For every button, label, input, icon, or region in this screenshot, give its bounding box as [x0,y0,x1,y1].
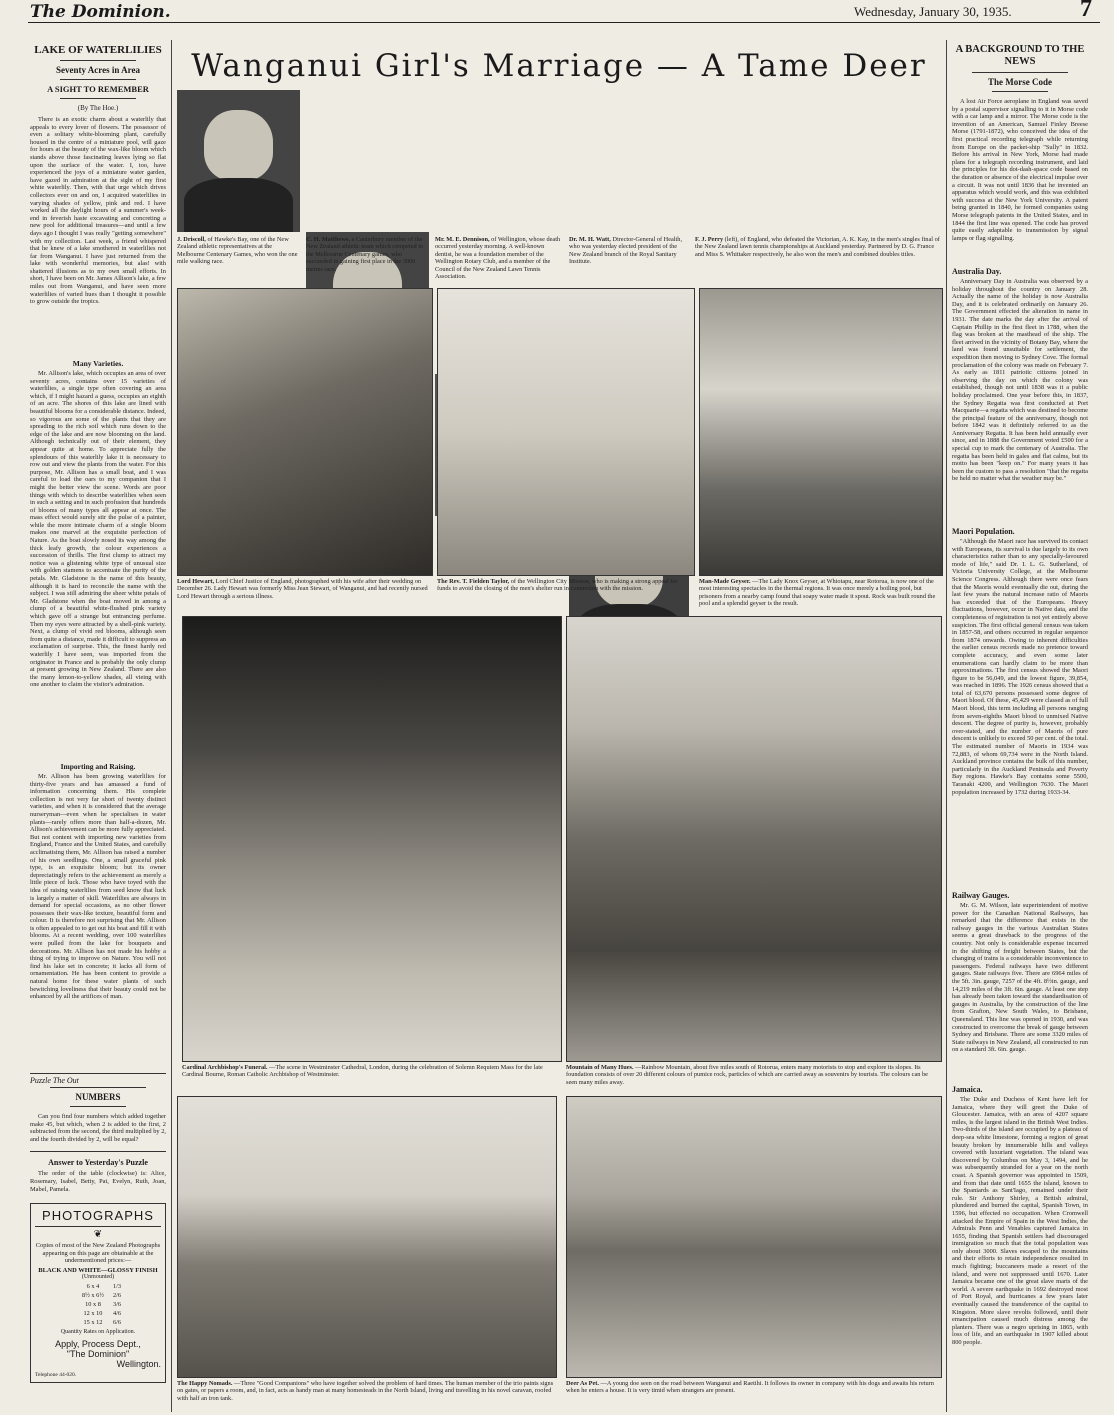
geyser-caption [699,578,941,610]
caption-text: —The scene in Westminster Cathedral, London, during the celebration of Solemn Requiem Mass for the late Cardinal Bourne, Roman Catholic Archbishop of Westminster. [182,1064,543,1079]
puzzle-kicker: Puzzle The Out [30,1076,79,1085]
print-price: 3/6 [113,1300,122,1308]
portrait-caption [435,236,563,282]
morse-text [952,98,1088,264]
print-price: 2/6 [113,1291,122,1299]
divider [70,1106,126,1107]
paragraph: The order of the table (clockwise) is: Alice, Rosemary, Isabel, Betty, Pat, Evelyn, Ruth, Joan, Mabel, Pamela. [30,1170,166,1193]
maori-text [952,538,1088,888]
funeral-caption [182,1064,560,1086]
page-headline: Wanganui Girl's Marriage — A Tame Deer [191,48,927,84]
print-size: 10 x 8 [85,1300,101,1308]
maori-heading: Maori Population. [952,527,1015,536]
australia-heading: Australia Day. [952,267,1002,276]
cardinal-funeral-photo [182,616,562,1062]
australia-text [952,278,1088,524]
divider [60,60,136,61]
right-column-rule [946,40,947,1412]
background-title: A BACKGROUND TO THE NEWS [955,44,1085,67]
caption-text: Lord Chief Justice of England, photographed with his wife after their wedding on December 26. Lady Hewart was formerly Miss Jean Stewart, of Wanganui, and had recently nursed Lord Hewart through a serious illness. [177,578,428,600]
puzzle-text [30,1113,166,1145]
article-subtitle: Seventy Acres in Area [56,65,140,75]
portrait-face [204,110,273,181]
price-row [74,1291,122,1300]
answer-title: Answer to Yesterday's Puzzle [48,1158,148,1168]
portrait-body [184,178,292,232]
caption-name: J. Driscoll, [177,236,206,243]
caption-text: Director-General of Health, who was yesterday elected president of the New Zealand branch of the Royal Sanitary Institute. [569,236,683,266]
portrait-photo [177,90,300,232]
price-row [74,1318,122,1327]
divider [60,79,136,80]
hewart-wedding-photo [177,288,433,576]
caption-text: —A young doe seen on the road between Wanganui and Raetihi. It follows its owner in company with his dogs and awaits his return when he enters a house. It is very timid when strangers are present. [566,1380,934,1395]
puzzle-title: NUMBERS [75,1092,121,1102]
article-body-1 [30,116,166,355]
article-body-2 [30,370,166,758]
paragraph: Mr. Allison has been growing waterlilies for thirty-five years and has amassed a fund of information concerning them. His complete collection is not very far short of twenty distinct varieties, and when it is considered that the average nurseryman—even when he specialises in water plants—rarely offers more than half-a-dozen, Mr. Allison's achievement can be more fully appreciated. But not content with importing new varieties from England, France and the United States, and carefully acclimatising them, Mr. Allison has raised a number of his own seedlings. One, a small graceful pink type, is an exquisite bloom; but its owner depreciatingly refers to the achievement as merely a little piece of luck. Those who have toyed with the idea of raising waterlilies from seed know that luck is largely a matter of skill. Waterlilies are always in demand for special occasions, as no other flower possesses their wax-like texture, beautiful form and colour. It is therefore not surprising that Mr. Allison is often appealed to to get out his boat and fill it with blooms. At a recent wedding, over 100 waterlilies were pulled from the lake for bouquets and decorations. Mr. Allison has not made his hobby a thing of trying to improve on Nature. You will not find his lake set in concrete; it lacks all form of ornamentation. He has been content to provide a natural home for these water plants of such bewitching loveliness that their beauty could not be enhanced by all the artifices of man. [30,773,166,1001]
caption-name: Mountain of Many Hues. [566,1064,634,1071]
price-row [74,1300,122,1309]
background-subtitle: The Morse Code [988,77,1052,87]
subheading-varieties: Many Varieties. [72,359,124,368]
taylor-caption [437,578,693,610]
caption-text: —Three "Good Companions" who have together solved the problem of hard times. The human member of the trio paints signs on gates, or papers a room, and, in fact, acts as handy man at many homesteads in the North Island, living and travelling in his novel caravan, roofed with half an iron tank. [177,1380,554,1402]
print-price: 1/3 [113,1282,122,1290]
masthead-paper-name: The Dominion. [30,2,171,22]
caption-text: —The Lady Knox Geyser, at Whiotapu, near Rotorua, is now one of the most interesting spectacles in the thermal regions. It was once merely a boiling pool, but prisoners from a nearby camp found that soapy water made it spout. Rock was built round the pool and a splendid geyser is the result. [699,578,936,608]
right-column [952,40,1088,1412]
caption-name: Dr. M. H. Watt, [569,236,611,243]
portrait-caption [569,236,689,282]
hewart-caption [177,578,431,610]
caption-text: (left), of England, who defeated the Victorian, A. K. Kay, in the men's singles final of the New Zealand lawn tennis championships at Auckland yesterday. Partnered by D. G. France and Miss S. Whittaker respectively, he also won the men's and combined doubles titles. [695,236,940,258]
paragraph: Can you find four numbers which added together make 45, but which, when 2 is added to the first, 2 subtracted from the second, the third multiplied by 2, and the fourth divided by 2, will be equal? [30,1113,166,1143]
portrait-caption [177,236,300,282]
article-title: LAKE OF WATERLILIES [34,44,162,56]
caption-text: of Wellington, whose death occurred yesterday morning. A well-known dentist, he was a foundation member of the Wellington Rotary Club, and a member of the Council of the New Zealand Lawn Tennis Association. [435,236,561,281]
paragraph: Mr. Allison's lake, which occupies an area of over seventy acres, contains over 15 varieties of waterlilies, a single type often covering an area which, if I might hazard a guess, occupies an eighth of an acre. The shores of this lake are lined with beautiful blooms for a considerable distance. Indeed, so vigorous are some of the plants that they are spreading to the rich soil which runs down to the edge of the lake and are now blooming on the land. Although technically out of their element, they appear quite at home. To appreciate fully the splendours of this waterlily lake it is necessary to row out and view the plants from the water. For this purpose, Mr. Allison has a small boat, and I was careful to load the oars to my companion that I might the better view the scene. Words are poor things with which to describe waterlilies when seen in such a setting and in such profusion that hundreds of blooms of many types all appear at once. The mass effect would surely stir the pulse of a painter, while the more intimate charm of a single bloom makes one marvel at the exquisite perfection of Nature. As the boat slowly nosed its way among the thick leafy growth, the colour experiences a succession of thrills. The first clump to attract my notice was a glistening white type of unusual size with golden stamens to accentuate the purity of the petals. Mr. Gladstone is the name of this beauty, although it is hard to reconcile the name with the subject. I was still admiring the sheer white petals of Mr. Gladstone when the boat moved in among a clump of a beautiful white-flushed pink variety which gave off a strange but entrancing perfume. Then my eyes were attracted by a shell-pink variety. Next, a clump of vivid red blooms, although seen from quite a distance, made it difficult to suppress an exclamation of surprise. This, the finest hardy red waterlily I have seen, was imported from the originator in France and is probably the only clump at present growing in New Zealand. There are also the many lemon-to-yellow shades, all vieing with one another to claim the visitor's admiration. [30,370,166,689]
advert-paper: "The Dominion" [66,1348,130,1359]
portrait-caption [306,236,429,282]
page-number: 7 [1080,0,1092,22]
caption-name: Man-Made Geyser. [699,578,751,585]
left-column-rule [171,40,172,1412]
advert-mounted: (Unmounted) [81,1273,115,1280]
advert-intro: Copies of most of the New Zealand Photographs appearing on this page are obtainable at the undermentioned prices:— [35,1242,161,1265]
advert-quantity: Quantity Rates on Application. [60,1328,136,1335]
caption-name: The Rev. T. Fielden Taylor, [437,578,510,585]
left-column [30,40,166,1412]
price-row [74,1282,122,1291]
caption-name: Cardinal Archbishop's Funeral. [182,1064,268,1071]
advert-telephone: Telephone 44-020. [35,1371,77,1378]
happy-nomads-photo [177,1096,557,1378]
paragraph: The Duke and Duchess of Kent have left for Jamaica, where they will greet the Duke of Gloucester. Jamaica, with an area of 4207 square miles, is the largest island in the British West Indies. Two-thirds of the island are occupied by a plateau of deep-sea white limestone, forming a region of great beauty broken by innumerable hills and valleys covered with luxuriant vegetation. The island was discovered by Columbus on May 3, 1494, and he was subsequently stranded for a year on the north coast. A Spanish governor was appointed in 1509, and from that date until 1655 the island, known to the Spaniards as Sant'Iago, remained under their rule. Sir Anthony Shirley, a British admiral, plundered and burned the capital, Spanish Town, in 1596, but effected no occupation. When Cromwell attacked the Empire of Spain in the West Indies, the Admirals Penn and Venables captured Jamaica in 1655, finding that Spanish settlers had discouraged immigration so much that the total population was only about 3000. Slaves escaped to the mountains and their efforts to retain independence resulted in much fighting; buccaneers made a resort of the island, and were not suppressed until 1670. Later Jamaica became one of the great slave marts of the world. A severe earthquake in 1692 destroyed most of Port Royal, and hurricanes a few years later eventually caused the transference of the capital to Kingston. More slave revolts followed, until their emancipation caused much distress among the planters. There was a negro uprising in 1865, with loss of life, and an earthquake in 1907 killed about 800 people. [952,1096,1088,1346]
caption-name: Lord Hewart, [177,578,215,585]
advert-title: PHOTOGRAPHS [35,1208,161,1227]
divider [992,91,1048,92]
jamaica-text [952,1096,1088,1414]
print-price: 4/6 [113,1309,122,1317]
masthead-date: Wednesday, January 30, 1935. [854,4,1012,19]
photographs-advert [30,1203,166,1383]
railway-heading: Railway Gauges. [952,891,1010,900]
divider [30,1151,166,1152]
paragraph: "Although the Maori race has survived its contact with Europeans, its survival is due largely to its own characteristics rather than to any specially-favoured mode of life," said Dr. I. L. G. Sutherland, of Victoria University College, at the Melbourne Science Congress. Although there were once fears that the Maoris would eventually die out, during the last few years the natural increase ratio of Maoris has exceeded that of the Europeans. Heavy fluctuations, however, occur in Native data, and the completeness of registration is not yet entirely above suspicion. The first official general census was taken in 1857-58, and others occurred in regular sequence from 1874 onwards. Owing to inherent difficulties the earlier census records made no pretence toward complete accuracy, and even some later enumerations can hardly claim to be more than approximations. The first census showed the Maori figure to be 56,049, and the lowest figure, 39,854, was reached in 1896. The 1926 census showed that a total of 63,670 persons possessed some degree of Maori blood. Of these, 45,429 were classed as of full Maori blood, this term including all persons ranging from seven-eighths Maori blood to unmixed Native descent. The degree of purity is, however, probably over-stated, and the number of Maoris of pure descent is unlikely to exceed 50 per cent. of the total. The estimated number of Maoris in 1934 was 72,883, of whom 69,734 were in the North Island. Auckland province contains the bulk of this number, particularly in the Auckland Peninsula and Poverty Bay regions. Hawke's Bay contains some 5500, Taranaki 4200, and Wellington 7630. The Maori population increased by 1732 during 1933-34. [952,538,1088,796]
paragraph: Anniversary Day in Australia was observed by a holiday throughout the country on January 28. Actually the name of the holiday is now Australia Day, and it is celebrated ordinarily on January 26. The Government effected the alteration in name in 1931. The date marks the day after the arrival of Captain Phillip in the first fleet in 1788, when the flag was broken at the masthead of the ship. The fleet arrived in the vicinity of Botany Bay, where the land was found unsuitable for settlement, the expedition then moving to Sydney Cove. The formal proclamation of the colony was made on February 7. As early as 1811 patriotic citizens joined in observing the day on which the colony was established, though not until 1838 was it a public holiday proclaimed. One year before this, in 1837, the Sydney Regatta was first conducted at Port Macquarie—a regatta which was destined to become the principal feature of the anniversary, though not before 1842 was it definitely referred to as the Anniversary Regatta. It has been held annually ever since, and in 1888 the Government voted £500 for a special cup to mark the centenary of Australia. The regatta has been held in gales and flat calms, but its motto has been "keep on." For many years it has been the custom to pass a resolution "that the regatta be held no matter what the weather may be." [952,278,1088,483]
nomads-caption [177,1380,555,1410]
caption-name: Deer As Pet. [566,1380,599,1387]
geyser-photo [699,288,943,576]
caption-name: The Happy Nomads. [177,1380,233,1387]
paragraph: Mr. G. M. Wilson, late superintendent of motive power for the Canadian National Railways, has remarked that the difference that exists in the railway gauges in the various Australian States seems a great drawback to the progress of the country. Not only is considerable expense incurred in the shifting of freight between States, but the changing of trains is a considerable inconvenience to passengers. Federal railways have two different gauges. State railways five. There are 6964 miles of the 5ft. 3in. gauge, 7257 of the 4ft. 8½in. gauge, and 14,219 miles of the 3ft. 6in. gauge. At least one step has already been taken toward the standardisation of gauges in Australia, by the construction of the line from Grafton, New South Wales, to Brisbane, Queensland. This line was opened in 1930, and was constructed to overcome the break of gauge between Sydney and Brisbane. There are some 3320 miles of State railways in New Zealand, all constructed to run on a standard 3ft. 6in. gauge. [952,902,1088,1054]
article-subtitle-2: A SIGHT TO REMEMBER [47,84,149,94]
railway-text [952,902,1088,1082]
advert-apply: Apply, Process Dept., [55,1338,141,1349]
print-size: 6 x 4 [86,1282,100,1290]
deer-pet-photo [566,1096,942,1378]
caption-text: of the Wellington City Mission, who is making a strong appeal for funds to avoid the closing of the men's shelter run in connection with the mission. [437,578,678,593]
mountain-caption [566,1064,940,1092]
caption-name: C. H. Matthews, [306,236,350,243]
price-row [74,1309,122,1318]
caption-name: Mr. M. E. Dennison, [435,236,490,243]
jamaica-heading: Jamaica. [952,1085,983,1094]
article-body-3 [30,773,166,1063]
answer-text [30,1170,166,1195]
divider [30,1073,166,1074]
print-size: 15 x 12 [83,1318,103,1326]
print-price: 6/6 [113,1318,122,1326]
advert-finish: BLACK AND WHITE—GLOSSY FINISH [38,1266,158,1274]
print-size: 12 x 10 [83,1309,103,1317]
caption-text: a Canterbury member of the New Zealand athletic team which competed in the Melbourne Centenary games, who succeeded in gaining first place in the 3000 metres race. [306,236,424,273]
paragraph: There is an exotic charm about a waterlily that appeals to every lover of flowers. The possessor of even a solitary white-blooming plant, carefully housed in the centre of a miniature pool, will gaze for hours at the beauty of the wax-like bloom which stands above those fascinating leaves lying so flat upon the surface of the water. I, too, have experienced the joys of a miniature water garden, have gazed in admiration at the sight of my first white waterlily. Then, with that urge which drives collectors ever on and on, I acquired waterlilies in varying shades of yellow, pink and red. I have worked all the daylight hours of a summer's week-end in feverish haste excavating and concreting a new pool for additional treasures—and until a few days ago I thought I was really "getting somewhere" with my collection. Last week, a friend whispered that he knew of a lake smothered in waterlilies not far from Wanganui. I have just returned from the lake with wonderful memories, but alas! with shattered illusions as to my own small efforts. In short, I have been on Mr. James Allison's lake, a few miles out from Wanganui, and have seen more waterlilies of varied hues than I thought it possible to grow outside the tropics. [30,116,166,306]
divider [50,1087,146,1088]
byline: (By The Hoe.) [77,104,119,112]
caption-text: of Hawke's Bay, one of the New Zealand athletic representatives at the Melbourne Centenary Games, who won the one mile walking race. [177,236,298,266]
taylor-photo [437,288,695,576]
deer-caption [566,1380,940,1410]
portrait-caption [695,236,941,282]
rainbow-mountain-photo [566,616,942,1062]
divider [972,72,1068,73]
divider [60,98,136,99]
paragraph: A lost Air Force aeroplane in England was saved by a postal supervisor signalling to it in Morse code with a car lamp and a mirror. The Morse code is the invention of an American, Samuel Finley Breese Morse (1791-1872), who conceived the idea of the first practical recording telegraph while returning from Europe on the packet-ship "Sully" in 1832. Before his arrival in New York, Morse had made plans for a telegraph recording instrument, and laid the principles for his dot-dash-space code based on the duration or absence of the electrical impulse over a circuit. It was not until 1836 that he invented an apparatus which would work, and this was exhibited with success at the New York University. A patent being granted in 1840, he formed companies using Morse telegraph patents in the United States, and in 1844 the first line was opened. The code has proved quite easily adaptable to transmission by signal lamps or flag signalling. [952,98,1088,242]
advert-city: Wellington. [116,1358,161,1369]
caption-name: F. J. Perry [695,236,724,243]
price-table [74,1282,122,1327]
masthead [28,0,1100,23]
print-size: 8½ x 6½ [81,1291,104,1299]
subheading-importing: Importing and Raising. [60,762,136,771]
advert-ornament-icon: ❦ [93,1229,103,1241]
caption-text: —Rainbow Mountain, about five miles south of Rotorua, enters many motorists to stop and explore its slopes. Its foundation consists of over 20 different colours of pumice rock, particles of which are carried away as souvenirs by tourists. The colours can be seen many miles away. [566,1064,928,1086]
